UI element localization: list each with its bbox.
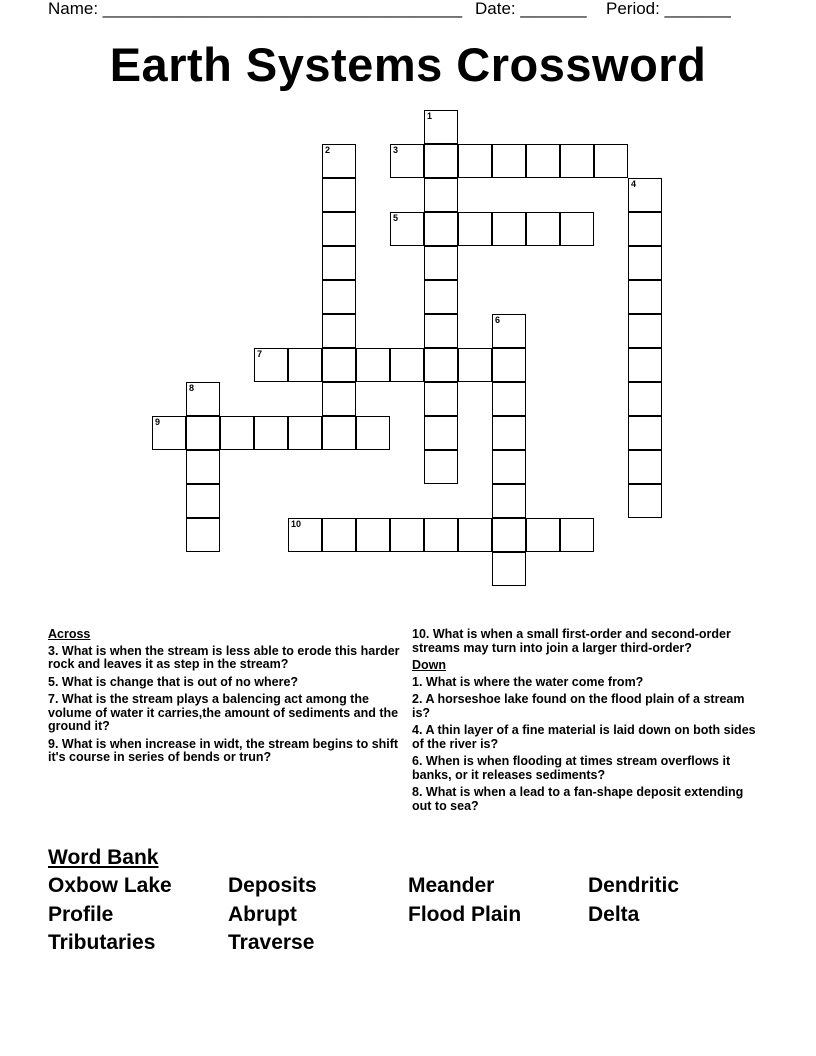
crossword-cell[interactable] [458, 212, 492, 246]
crossword-cell[interactable] [458, 518, 492, 552]
crossword-cell[interactable] [628, 484, 662, 518]
crossword-cell[interactable] [288, 518, 322, 552]
crossword-cell[interactable] [526, 212, 560, 246]
down-heading: Down [412, 658, 447, 672]
word-bank-item: Flood Plain [408, 902, 522, 926]
word-bank-item: Delta [588, 902, 640, 926]
crossword-cell[interactable] [288, 416, 322, 450]
name-field: Name: ______________________________________ [48, 0, 463, 18]
crossword-cell[interactable] [220, 416, 254, 450]
clue-number: 5 [393, 213, 399, 223]
clue-number: 1 [427, 111, 433, 121]
period-field: Period: _______ [606, 0, 731, 18]
crossword-cell[interactable] [628, 178, 662, 212]
word-bank-item: Dendritic [588, 874, 680, 897]
crossword-cell[interactable] [492, 416, 526, 450]
crossword-cell[interactable] [186, 416, 220, 450]
crossword-cell[interactable] [628, 280, 662, 314]
crossword-cell[interactable] [186, 518, 220, 552]
across-clue: 7. What is the stream plays a balencing act among the volume of water it carries,the amount of sediments and the ground it? [48, 692, 399, 733]
word-bank-item: Profile [48, 902, 114, 926]
word-bank-item: Meander [408, 874, 495, 897]
clue-number: 8 [189, 383, 195, 393]
crossword-cell[interactable] [152, 416, 186, 450]
clue-number: 9 [155, 417, 161, 427]
crossword-cell[interactable] [322, 212, 356, 246]
across-heading: Across [48, 627, 91, 641]
across-clue: 3. What is when the stream is less able to erode this harder rock and leaves it as step in the stream? [48, 643, 400, 671]
crossword-cell[interactable] [322, 382, 356, 416]
crossword-cell[interactable] [322, 144, 356, 178]
crossword-cell[interactable] [424, 348, 458, 382]
clues-right-column [412, 628, 762, 817]
crossword-cell[interactable] [254, 348, 288, 382]
crossword-cell[interactable] [594, 144, 628, 178]
clues-left-column [48, 628, 408, 769]
crossword-cell[interactable] [390, 144, 424, 178]
crossword-cell[interactable] [390, 518, 424, 552]
crossword-cell[interactable] [186, 484, 220, 518]
crossword-cell[interactable] [628, 348, 662, 382]
crossword-cell[interactable] [390, 212, 424, 246]
crossword-cell[interactable] [628, 416, 662, 450]
crossword-cell[interactable] [186, 450, 220, 484]
down-clue: 1. What is where the water come from? [412, 674, 644, 689]
crossword-cell[interactable] [628, 246, 662, 280]
crossword-cell[interactable] [424, 450, 458, 484]
across-clue: 9. What is when increase in widt, the stream begins to shift it's course in series of bends or trun? [48, 736, 399, 764]
date-field: Date: _______ [475, 0, 587, 18]
word-bank [48, 872, 768, 957]
crossword-cell[interactable] [628, 382, 662, 416]
crossword-cell[interactable] [424, 212, 458, 246]
down-clue: 2. A horseshoe lake found on the flood plain of a stream is? [412, 692, 745, 720]
crossword-cell[interactable] [254, 416, 288, 450]
crossword-cell[interactable] [288, 348, 322, 382]
crossword-cell[interactable] [492, 552, 526, 586]
crossword-cell[interactable] [560, 144, 594, 178]
crossword-cell[interactable] [424, 144, 458, 178]
clue-number: 7 [257, 349, 263, 359]
crossword-cell[interactable] [424, 416, 458, 450]
across-clue: 10. What is when a small first-order and second-order streams may turn into join a larger third-order? [412, 627, 731, 655]
crossword-cell[interactable] [356, 518, 390, 552]
across-clue: 5. What is change that is out of no where? [48, 674, 299, 689]
crossword-cell[interactable] [424, 518, 458, 552]
crossword-cell[interactable] [356, 416, 390, 450]
crossword-cell[interactable] [492, 450, 526, 484]
crossword-cell[interactable] [560, 212, 594, 246]
crossword-cell[interactable] [492, 212, 526, 246]
crossword-cell[interactable] [322, 280, 356, 314]
down-clue: 6. When is when flooding at times stream overflows it banks, or it releases sediments? [412, 754, 731, 782]
crossword-cell[interactable] [424, 110, 458, 144]
down-clue: 4. A thin layer of a fine material is laid down on both sides of the river is? [412, 723, 756, 751]
crossword-cell[interactable] [458, 144, 492, 178]
crossword-cell[interactable] [628, 314, 662, 348]
page-title: Earth Systems Crossword [109, 38, 707, 91]
clue-number: 2 [325, 145, 331, 155]
crossword-cell[interactable] [492, 518, 526, 552]
clue-number: 4 [631, 179, 637, 189]
word-bank-item: Oxbow Lake [48, 874, 172, 897]
crossword-cell[interactable] [424, 382, 458, 416]
clue-number: 10 [291, 519, 302, 529]
crossword-cell[interactable] [628, 212, 662, 246]
word-bank-item: Deposits [228, 874, 317, 897]
crossword-cell[interactable] [424, 246, 458, 280]
crossword-cell[interactable] [424, 280, 458, 314]
crossword-cell[interactable] [322, 314, 356, 348]
crossword-cell[interactable] [492, 314, 526, 348]
crossword-cell[interactable] [322, 416, 356, 450]
crossword-cell[interactable] [322, 178, 356, 212]
word-bank-item: Traverse [228, 931, 315, 954]
word-bank-title: Word Bank [48, 846, 159, 869]
clue-number: 3 [393, 145, 399, 155]
word-bank-item: Abrupt [228, 902, 297, 926]
down-clue: 8. What is when a lead to a fan-shape deposit extending out to sea? [412, 785, 744, 813]
crossword-cell[interactable] [526, 518, 560, 552]
crossword-cell[interactable] [424, 178, 458, 212]
crossword-cell[interactable] [322, 348, 356, 382]
crossword-cell[interactable] [424, 314, 458, 348]
crossword-cell[interactable] [458, 348, 492, 382]
crossword-cell[interactable] [322, 246, 356, 280]
crossword-cell[interactable] [322, 518, 356, 552]
crossword-cell[interactable] [628, 450, 662, 484]
crossword-cell[interactable] [560, 518, 594, 552]
crossword-cell[interactable] [492, 382, 526, 416]
crossword-cell[interactable] [492, 484, 526, 518]
word-bank-item: Tributaries [48, 931, 156, 954]
crossword-cell[interactable] [356, 348, 390, 382]
crossword-cell[interactable] [492, 144, 526, 178]
clue-number: 6 [495, 315, 501, 325]
crossword-cell[interactable] [526, 144, 560, 178]
crossword-cell[interactable] [492, 348, 526, 382]
crossword-cell[interactable] [186, 382, 220, 416]
crossword-cell[interactable] [390, 348, 424, 382]
